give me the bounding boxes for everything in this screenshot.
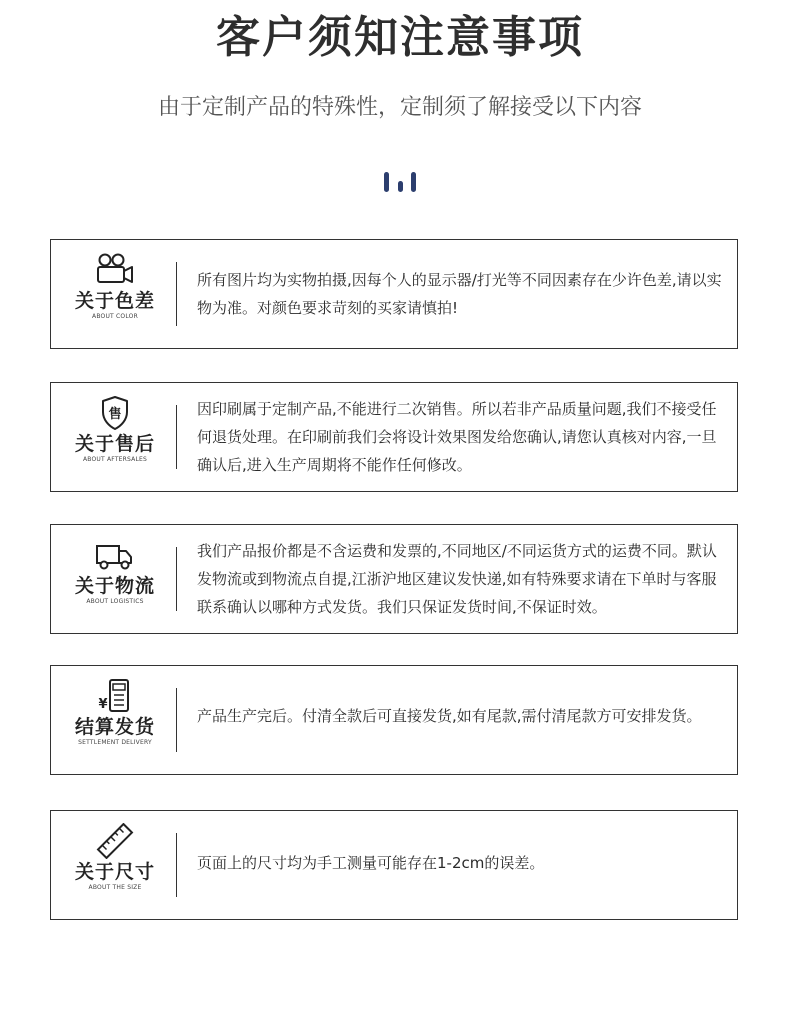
card-text: 因印刷属于定制产品,不能进行二次销售。所以若非产品质量问题,我们不接受任何退货处理。在印刷前我们会将设计效果图发给您确认,请您认真核对内容,一旦确认后,进入生产周期将不能作任何修改。 [197, 400, 717, 474]
card-icon-block [51, 678, 179, 764]
card-label: 关于色差 [74, 290, 155, 312]
card-divider [176, 688, 177, 752]
decorative-bars [382, 168, 418, 192]
notice-card-size [50, 810, 738, 920]
card-divider [176, 547, 177, 611]
calculator-yen-icon [94, 678, 136, 714]
card-text: 我们产品报价都是不含运费和发票的,不同地区/不同运货方式的运费不同。默认发物流或到物流点自提,江浙沪地区建议发快递,如有特殊要求请在下单时与客服联系确认以哪种方式发货。我们只保证发货时间,不保证时效。 [197, 542, 717, 616]
ruler-icon [94, 823, 136, 859]
svg-text:¥: ¥ [98, 697, 108, 712]
card-sublabel: SETTLEMENT DELIVERY [78, 739, 152, 746]
card-text: 页面上的尺寸均为手工测量可能存在1-2cm的误差。 [197, 854, 545, 872]
card-icon-block [51, 823, 179, 909]
card-sublabel: ABOUT LOGISTICS [86, 598, 144, 605]
page-title: 客户须知注意事项 [216, 12, 584, 63]
card-divider [176, 262, 177, 326]
notice-card-settlement [50, 665, 738, 775]
card-sublabel: ABOUT THE SIZE [88, 884, 142, 891]
page-subtitle: 由于定制产品的特殊性，定制须了解接受以下内容 [157, 95, 642, 120]
card-label: 关于尺寸 [74, 861, 155, 883]
card-icon-block [51, 395, 179, 481]
card-divider [176, 405, 177, 469]
notice-card-aftersales [50, 382, 738, 492]
video-camera-icon [94, 252, 136, 288]
card-label: 关于售后 [74, 433, 155, 455]
card-text: 所有图片均为实物拍摄,因每个人的显示器/打光等不同因素存在少许色差,请以实物为准。对颜色要求苛刻的买家请慎拍! [197, 271, 722, 317]
card-sublabel: ABOUT AFTERSALES [82, 456, 148, 463]
card-divider [176, 833, 177, 897]
card-label: 结算发货 [74, 716, 155, 738]
card-sublabel: ABOUT COLOR [92, 313, 138, 320]
shield-shou-icon [94, 395, 136, 431]
svg-text:售: 售 [108, 407, 122, 422]
card-text: 产品生产完后。付清全款后可直接发货,如有尾款,需付清尾款方可安排发货。 [197, 707, 702, 725]
notice-card-logistics [50, 524, 738, 634]
card-icon-block [51, 537, 179, 623]
card-label: 关于物流 [74, 575, 155, 597]
notice-card-color [50, 239, 738, 349]
delivery-truck-icon [94, 537, 136, 573]
card-icon-block [51, 252, 179, 338]
